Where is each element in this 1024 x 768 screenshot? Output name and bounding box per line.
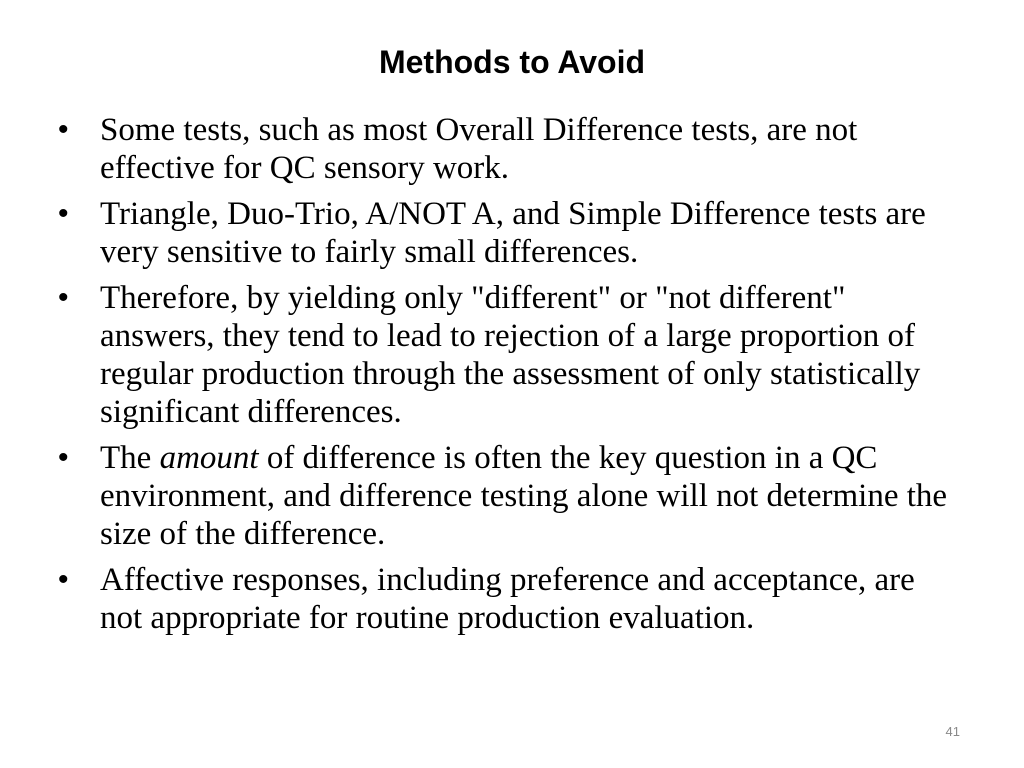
slide-number: 41: [945, 724, 960, 739]
bullet-text: Some tests, such as most Overall Difference tests, are not effective for QC sensory work.: [100, 112, 858, 186]
bullet-icon: •: [58, 441, 69, 474]
bullet-item-1: [58, 111, 963, 187]
emphasized-word: amount: [159, 440, 259, 476]
slide-title: Methods to Avoid: [378, 44, 646, 80]
bullet-item-2: [58, 195, 963, 271]
bullet-icon: •: [58, 563, 69, 596]
bullet-text: Therefore, by yielding only "different" or "not different" answers, they tend to lead to rejection of a large proportion of regular production through the assessment of only statistically significant differences.: [100, 280, 921, 430]
bullet-text: Affective responses, including preference and acceptance, are not appropriate for routine production evaluation.: [100, 562, 915, 636]
bullet-text-end: of difference is often the key question in a QC environment, and difference testing alone will not determine the size of the difference.: [100, 440, 948, 552]
bullet-item-3: [58, 279, 963, 431]
bullet-text-start: The: [100, 440, 160, 476]
bullet-icon: •: [58, 113, 69, 146]
bullet-text: Triangle, Duo-Trio, A/NOT A, and Simple Difference tests are very sensitive to fairly small differences.: [100, 196, 926, 270]
bullet-item-4: [58, 439, 963, 553]
bullet-item-5: [58, 561, 963, 637]
bullet-icon: •: [58, 197, 69, 230]
bullet-list: [58, 111, 963, 645]
bullet-text: [100, 440, 947, 552]
bullet-icon: •: [58, 281, 69, 314]
